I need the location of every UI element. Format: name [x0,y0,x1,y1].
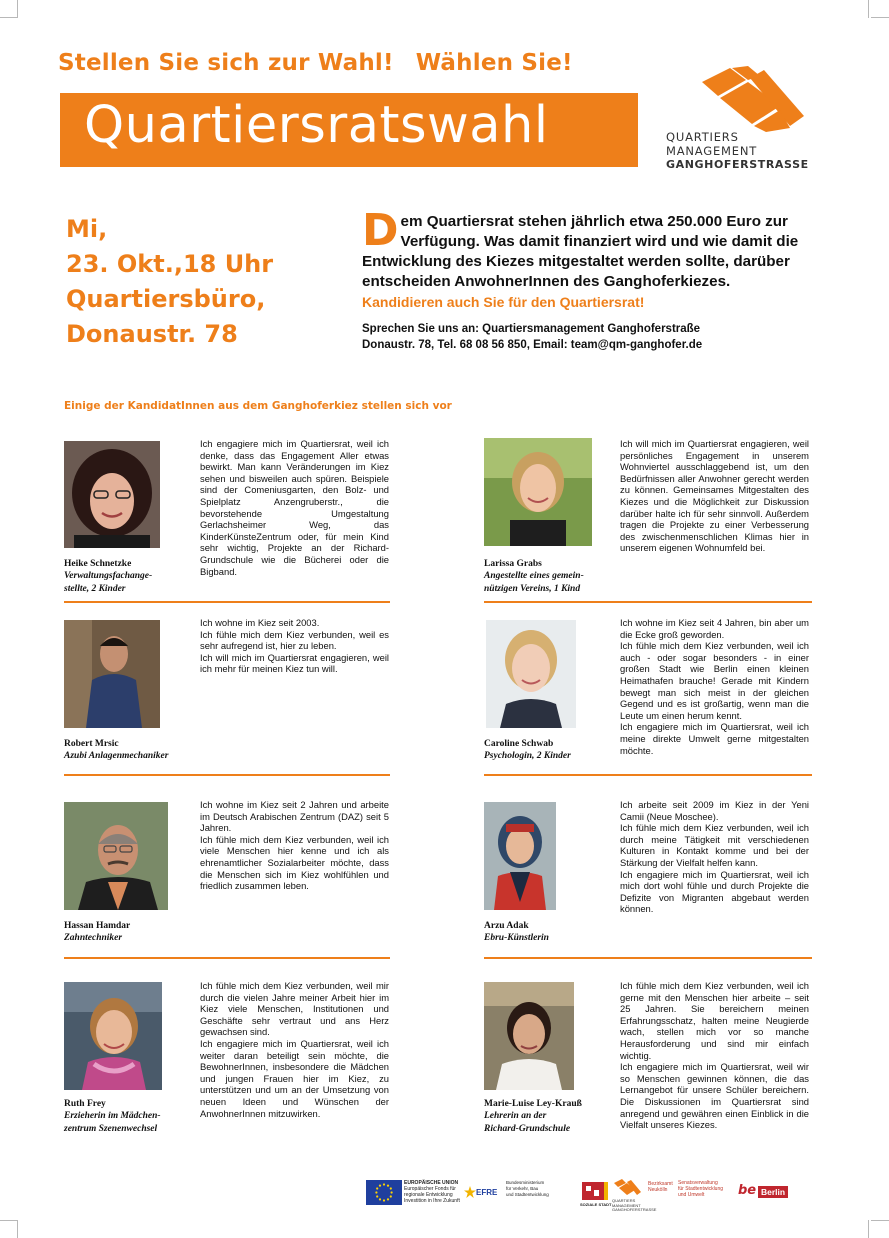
contact-info [362,321,802,353]
efre-star-icon [464,1186,476,1198]
candidate-photo [484,438,592,546]
soziale-stadt-logo: SOZIALE STADT [580,1180,610,1207]
qm-logo-line: GANGHOFERSTRASSE [666,158,809,171]
candidate-photo [484,982,574,1090]
candidate-name: Heike Schnetzke [64,559,132,569]
candidate-statement: Ich wohne im Kiez seit 2003. Ich fühle mich dem Kiez verbunden, weil es sehr aufregend ist, hier zu leben. Ich will mich im Quartiersrat engagieren, weil ich mehr für meinen Kiez tun will. [200,617,389,675]
senatsverwaltung-logo: Senatsverwaltung für Stadtentwicklung und Umwelt [678,1180,724,1198]
divider [484,957,812,959]
candidate-name: Hassan Hamdar [64,921,131,931]
candidate-occupation: Angestellte eines gemein- nützigen Vereins, 1 Kind [484,571,584,594]
candidate-name: Robert Mrsic [64,739,119,749]
candidate-photo [484,802,556,910]
tagline-vote: Wählen Sie! [415,50,573,76]
funding-logos [366,1177,800,1212]
event-address: Donaustr. 78 [66,320,238,348]
qm-footer-icon [612,1179,642,1197]
intro-dropcap: D [362,205,399,256]
intro-text: em Quartiersrat stehen jährlich etwa 250.000 Euro zur Verfügung. Was damit finanziert wird und wie damit die Entwicklung des Kiezes mitgestaltet werden sollte, darüber entscheiden AnwohnerInnen des Ganghoferkiezes. [362,213,799,290]
candidate-name: Ruth Frey [64,1099,106,1109]
candidate-photo [64,802,168,910]
event-info [66,212,273,352]
divider [484,774,812,776]
crop-mark [871,1220,889,1221]
event-place: Quartiersbüro, [66,285,266,313]
candidate-statement: Ich engagiere mich im Quartiersrat, weil ich denke, dass das Engagement Aller etwas bewirkt. Man kann Veränderungen im Kiez sehen und bisweilen auch spüren. Beispiele sind der Comeniusgarten, den Bolz- und Spielplatz Anzengruberstr., die bevorstehende Umgestaltung Gerlachsheimer Weg, das KinderKünsteZentrum oder, für mein Kind sehr wichtig, Projekte an der Richard-Grundschule wie die Bücherei oder die Bigband. [200,438,389,577]
event-date: 23. Okt.,18 Uhr [66,250,274,278]
candidate-name: Larissa Grabs [484,559,542,569]
candidate-statement: Ich wohne im Kiez seit 4 Jahren, bin aber um die Ecke groß geworden. Ich fühle mich dem Kiez verbunden, weil ich auch - oder sogar besonders - in einer großen Stadt wie Berlin einen kleinen Heimathafen brauche! Gerade mit Kindern bewegt man sich meist in der gleichen Gegend und es ist großartig, wenn man die Leute um einen herum kennt. Ich engagiere mich im Quartiersrat, weil ich meine direkte Umwelt gerne mitgestalten möchte. [620,617,809,756]
candidate-photo [64,620,160,728]
candidate-occupation: Verwaltungsfachange- stellte, 2 Kinder [64,571,153,594]
bmvbs-logo: Bundesministerium für Verkehr, Bau und Stadtentwicklung [506,1180,549,1197]
contact-line: Donaustr. 78, Tel. 68 08 56 850, Email: team@qm-ganghofer.de [362,339,703,351]
qm-logo-line: MANAGEMENT [666,144,758,158]
candidate-name: Arzu Adak [484,921,529,931]
crop-mark [0,1220,18,1221]
efre-logo: EFRE [464,1182,502,1206]
candidate-occupation: Ebru-Künstlerin [484,933,549,943]
candidate-photo [486,620,576,728]
divider [484,601,812,603]
candidate-occupation: Azubi Anlagenmechaniker [64,751,169,761]
eu-flag-icon [366,1180,402,1205]
section-heading: Einige der KandidatInnen aus dem Ganghoferkiez stellen sich vor [64,400,452,412]
crop-mark [0,17,18,18]
candidate-statement: Ich fühle mich dem Kiez verbunden, weil mir durch die vielen Jahre meiner Arbeit hier im Kiez viele Menschen, Institutionen und Geschäfte sehr vertraut und ans Herz gewachsen sind. Ich engagiere mich im Quartiersrat, weil ich weiter daran beteiligt sein möchte, die BewohnerInnen, insbesondere die Mädchen und jungen Frauen hier im Kiez, zu unterstützen und um an der Umsetzung von neuen Ideen und Wünschen der AnwohnerInnen mitzuwirken. [200,980,389,1119]
page-title: Quartiersratswahl [84,96,549,155]
candidate-occupation: Psychologin, 2 Kinder [484,751,571,761]
eu-funding-text: EUROPÄISCHE UNION Europäischer Fonds für regionale Entwicklung Investition in Ihre Zukunft [404,1180,460,1204]
candidate-name: Caroline Schwab [484,739,554,749]
crop-mark [17,0,18,18]
candidate-statement: Ich wohne im Kiez seit 2 Jahren und arbeite im Deutsch Arabischen Zentrum (DAZ) seit 5 Jahren. Ich fühle mich dem Kiez verbunden, weil ich viele Menschen hier kenne und ich als ehrenamtlicher Sozialarbeiter möchte, dass die Menschen sich im Kiez wohlfühlen und friedlich zusammen leben. [200,799,389,892]
divider [64,601,390,603]
bezirksamt-logo: Bezirksamt Neukölln [648,1181,673,1193]
candidate-occupation: Erzieherin im Mädchen- zentrum Szenenwechsel [64,1111,161,1134]
title-banner [60,93,638,167]
candidate-photo [64,441,160,548]
tagline-candidate: Stellen Sie sich zur Wahl! [58,50,394,76]
crop-mark [868,1220,869,1238]
intro-paragraph [362,205,802,313]
candidate-statement: Ich fühle mich dem Kiez verbunden, weil ich gerne mit den Menschen hier arbeite – seit 25 Jahren. Sie bereichern meinen Erfahrungsschatz, halten meine Neugierde wach, stellen mich vor so manche Herausforderung und sind mir einfach wichtig. Ich engagiere mich im Quartiersrat, weil wir so Menschen gewinnen können, die das Lernangebot für unsere Schüler bereichern. Die Diskussionen im Quartiersrat sind anregend und gewähren einen Einblick in die Vielfalt unseres Kiezes. [620,980,809,1131]
candidate-occupation: Lehrerin an der Richard-Grundschule [484,1111,571,1134]
crop-mark [871,17,889,18]
tagline [58,50,573,76]
event-day: Mi, [66,215,108,243]
candidate-occupation: Zahntechniker [64,933,123,943]
qm-logo [664,66,814,176]
divider [64,774,390,776]
candidate-name: Marie-Luise Ley-Krauß [484,1099,582,1109]
candidate-statement: Ich arbeite seit 2009 im Kiez in der Yeni Camii (Neue Moschee). Ich fühle mich dem Kiez verbunden, weil ich durch meine Tätigkeit mit verschiedenen Kulturen in Kontakt komme und bei der Stärkung der Vielfalt helfen kann. Ich engagiere mich im Quartiersrat, weil ich mich dort wohl fühle und durch Projekte die Defizite von Migranten abgebaut werden können. [620,799,809,915]
contact-line: Sprechen Sie uns an: Quartiersmanagement Ganghoferstraße [362,323,701,335]
intro-call-to-action: Kandidieren auch Sie für den Quartiersrat! [362,294,645,310]
qm-logo-line: QUARTIERS [666,130,739,144]
candidate-statement: Ich will mich im Quartiersrat engagieren, weil persönliches Engagement in unserem Wohnviertel ausschlaggebend ist, um den Bedürfnissen aller Anwohner gerecht werden zu können. Gemeinsames Mitgestalten des Kiezes und die Möglichkeit zur Diskussion darüber halte ich für sehr sinnvoll. Außerdem tragen die Projekte zu einer Verbesserung des zwischenmenschlichen Klimas hier in unserem eigenen Wohnumfeld bei. [620,438,809,554]
qm-footer-logo: QUARTIERS MANAGEMENT GANGHOFERSTRASSE [612,1179,652,1207]
divider [64,957,390,959]
be-berlin-logo: be Berlin [738,1186,800,1202]
crop-mark [17,1220,18,1238]
qm-logo-icon [694,66,806,132]
candidate-photo [64,982,162,1090]
soziale-stadt-icon [580,1180,610,1202]
crop-mark [868,0,869,18]
